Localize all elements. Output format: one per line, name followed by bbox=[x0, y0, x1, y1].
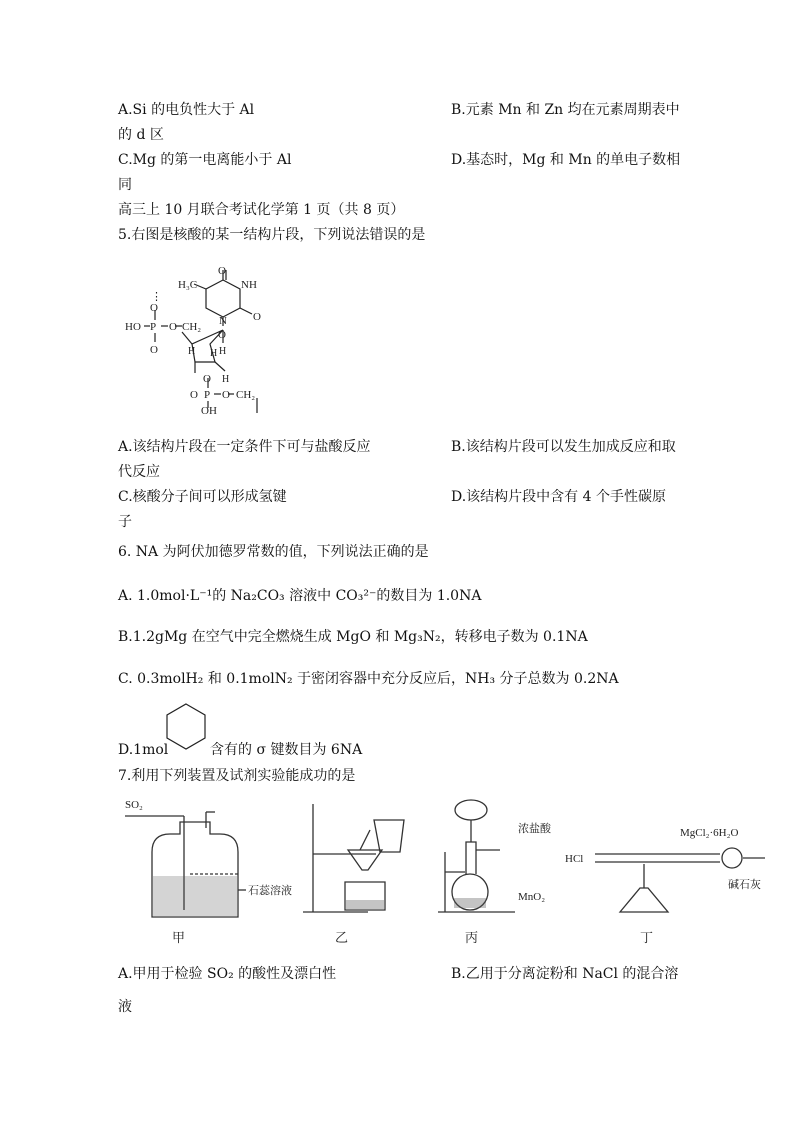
q5-stem: 5.右图是核酸的某一结构片段，下列说法错误的是 bbox=[118, 227, 426, 243]
label-h3: H bbox=[222, 374, 230, 385]
q5-option-b-line2: 代反应 bbox=[118, 464, 160, 480]
label-o-link: O bbox=[169, 321, 177, 333]
q4-option-b-line1: B.元素 Mn 和 Zn 均在元素周期表中 bbox=[451, 102, 680, 118]
q4-option-d-line1: D.基态时，Mg 和 Mn 的单电子数相 bbox=[451, 152, 681, 168]
q4-option-c: C.Mg 的第一电离能小于 Al bbox=[118, 152, 292, 168]
caption-jia: 甲 bbox=[172, 930, 186, 945]
label-o-right: O bbox=[253, 311, 261, 323]
label-mno2: MnO₂ bbox=[518, 891, 546, 903]
q5-option-d-line2: 子 bbox=[118, 514, 132, 530]
label-soda-lime: 碱石灰 bbox=[728, 879, 761, 891]
q6-option-c: C. 0.3molH₂ 和 0.1molN₂ 于密闭容器中充分反应后，NH₃ 分子总数为 0.2NA bbox=[118, 671, 619, 687]
label-ho: HO bbox=[125, 321, 141, 333]
q7-option-b-line1: B.乙用于分离淀粉和 NaCl 的混合溶 bbox=[451, 966, 679, 982]
label-h3c: H₃C bbox=[178, 279, 198, 291]
q7-stem: 7.利用下列装置及试剂实验能成功的是 bbox=[118, 768, 356, 784]
nucleotide-structure-diagram bbox=[120, 258, 320, 418]
label-dots: ⋮ bbox=[151, 291, 162, 303]
label-mgcl2: MgCl₂·6H₂O bbox=[680, 827, 739, 839]
label-nh: NH bbox=[241, 279, 257, 291]
q6-stem: 6. NA 为阿伏加德罗常数的值，下列说法正确的是 bbox=[118, 544, 429, 560]
label-oh: OH bbox=[201, 405, 217, 417]
label-p1: P bbox=[150, 321, 157, 333]
q5-option-b-line1: B.该结构片段可以发生加成反应和取 bbox=[451, 439, 676, 455]
label-hcl: HCl bbox=[565, 853, 584, 865]
q4-option-a: A.Si 的电负性大于 Al bbox=[118, 102, 255, 118]
label-litmus: 石蕊溶液 bbox=[248, 885, 292, 897]
q6-option-a: A. 1.0mol·L⁻¹的 Na₂CO₃ 溶液中 CO₃²⁻的数目为 1.0NA bbox=[118, 588, 482, 604]
label-n: N bbox=[219, 315, 227, 327]
label-o3: O bbox=[203, 373, 211, 385]
label-o-p2: O bbox=[190, 389, 198, 401]
label-o-ring: O bbox=[218, 329, 226, 341]
cyclohexane-icon bbox=[164, 702, 208, 752]
caption-ding: 丁 bbox=[640, 930, 654, 945]
q6-option-d-suffix: 含有的 σ 键数目为 6NA bbox=[210, 742, 363, 758]
label-o-top: O bbox=[218, 265, 226, 277]
label-p2: P bbox=[204, 389, 211, 401]
q7-option-b-line2: 液 bbox=[118, 999, 132, 1015]
q5-option-a: A.该结构片段在一定条件下可与盐酸反应 bbox=[118, 439, 371, 455]
label-h1: H bbox=[188, 346, 196, 357]
label-ch2-2: CH₂ bbox=[236, 389, 256, 401]
label-ch2: CH₂ bbox=[182, 321, 202, 333]
label-h2: H bbox=[210, 348, 218, 359]
q4-option-b-line2: 的 d 区 bbox=[118, 127, 164, 143]
page-footer: 高三上 10 月联合考试化学第 1 页（共 8 页） bbox=[118, 202, 405, 218]
apparatus-figure bbox=[120, 792, 780, 952]
q6-option-d-prefix: D.1mol bbox=[118, 742, 169, 758]
label-o-link2: O bbox=[222, 389, 230, 401]
label-so2: SO₂ bbox=[125, 799, 143, 811]
label-h4: H bbox=[219, 346, 227, 357]
q5-option-d-line1: D.该结构片段中含有 4 个手性碳原 bbox=[451, 489, 666, 505]
label-conc-hcl: 浓盐酸 bbox=[518, 823, 551, 835]
q6-option-b: B.1.2gMg 在空气中完全燃烧生成 MgO 和 Mg₃N₂，转移电子数为 0.1NA bbox=[118, 629, 588, 645]
label-o-p1: O bbox=[150, 302, 158, 314]
caption-bing: 丙 bbox=[465, 930, 479, 945]
caption-yi: 乙 bbox=[335, 930, 349, 945]
q7-option-a: A.甲用于检验 SO₂ 的酸性及漂白性 bbox=[118, 966, 337, 982]
label-o-p1-bottom: O bbox=[150, 344, 158, 356]
q4-option-d-line2: 同 bbox=[118, 177, 132, 193]
q5-option-c: C.核酸分子间可以形成氢键 bbox=[118, 489, 287, 505]
